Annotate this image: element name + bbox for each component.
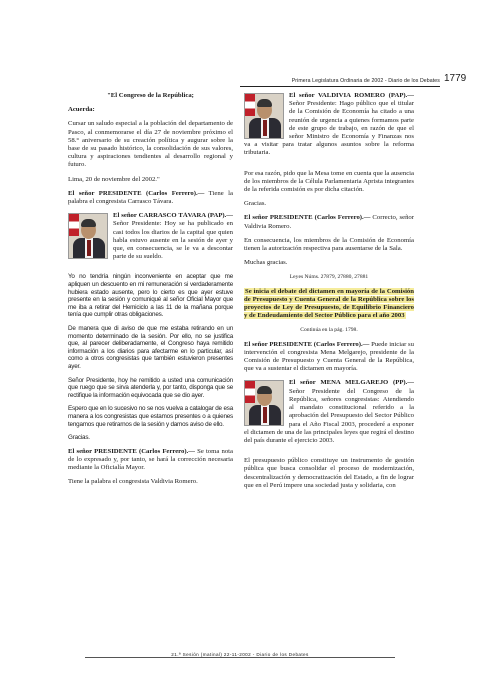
president-remark-6: El señor PRESIDENTE (Carlos Ferrero).— Puede iniciar su intervención el congresista Mena Melgarejo, presidente de la Comisión de Presupuesto y Cuenta General de la República, que va a sustentar el dictamen en mayoría. bbox=[244, 340, 415, 373]
running-header bbox=[240, 73, 440, 87]
header-text: Primera Legislatura Ordinaria de 2002 - Diario de los Debates bbox=[291, 78, 440, 84]
speaker-carrasco bbox=[68, 212, 233, 267]
typed-paragraph-1: Yo no tendría ningún inconveniente en aceptar que me apliquen un descuento en mi remuneración si verdaderamente hubiera estado ausente, pero lo cierto es que ayer estuve presente en la sesión y comuniqué al señor Oficial Mayor que me iba a retirar del Hemiciclo a las 11 de la mañana porque tenía que cumplir otras obligaciones. bbox=[68, 273, 233, 319]
resolution-body: Cursar un saludo especial a la población del departamento de Pasco, al conmemorarse el día 27 de noviembre próximo el 58.° aniversario de su creación política y augurar sobre la base de su pasado histórico, la consolidación de sus valores, cultura y aspiraciones tendientes al desarrollo regional y futuro. bbox=[68, 120, 233, 169]
typed-paragraph-4: Espero que en lo sucesivo no se nos vuelva a catalogar de esa manera a los congresistas que estamos presentes o a quienes tengamos que retirarnos de la sesión y damos aviso de ello. bbox=[68, 405, 233, 428]
president-remark-2: El señor PRESIDENTE (Carlos Ferrero).— Se toma nota de lo expresado y, por tanto, se hará la corrección necesaria mediante la Oficialía Mayor. bbox=[68, 447, 233, 472]
carrasco-intervention: El señor CARRASCO TÁVARA (PAP).— Señor Presidente: Hoy se ha publicado en casi todos los diarios de la capital que quien habla estuvo ausente en la sesión de ayer y que, en consecuencia, se le va a descontar parte de su sueldo. bbox=[113, 212, 233, 261]
right-column bbox=[244, 92, 414, 496]
speaker-mena bbox=[244, 379, 414, 451]
portrait-valdivia bbox=[244, 93, 284, 139]
speaker-valdivia bbox=[244, 92, 414, 164]
continuation-note: Continúa en la pág. 1798. bbox=[300, 327, 358, 334]
debate-heading: Se inicia el debate del dictamen en mayoría de la Comisión de Presupuesto y Cuenta General de la República sobre los proyectos de Ley de Presupuesto, de Equilibrio Financiero y de Endeudamiento del Sector Público para el año 2003 bbox=[244, 287, 414, 320]
valdivia-thanks: Gracias. bbox=[244, 200, 267, 208]
mena-intervention: El señor MENA MELGAREJO (PP).— Señor Presidente del Congreso de la República, señores congresistas: Atendiendo al mandato constitucional referido a la aprobación del Presupuesto del Sector Público para el Año Fiscal 2003, procederé a exponer el dictamen de una de las principales leyes que regirá el destino del país durante el ejercicio 2003. bbox=[244, 379, 414, 444]
typed-paragraph-2: De manera que di aviso de que me estaba retirando en un momento determinado de la sesión. Por ello, no se justifica que, al parecer deliberadamente, el Congreso haya remitido información a los diarios para afectarme en lo particular, así como a otros congresistas que también estuvieron presentes ayer. bbox=[68, 325, 233, 370]
footer-rule bbox=[85, 657, 395, 658]
portrait-carrasco bbox=[68, 213, 108, 259]
resolution-date: Lima, 20 de noviembre del 2002." bbox=[68, 175, 160, 183]
president-remark-4: El señor PRESIDENTE (Carlos Ferrero).— Correcto, señor Valdivia Romero. bbox=[244, 214, 414, 230]
law-numbers: Leyes Núms. 27879, 27880, 27881 bbox=[289, 274, 369, 281]
president-remark-5: En consecuencia, los miembros de la Comisión de Economía tienen la autorización respectiva para ausentarse de la Sala. bbox=[244, 236, 414, 253]
president-remark-1: El señor PRESIDENTE (Carlos Ferrero).— Tiene la palabra el congresista Carrasco Távara. bbox=[68, 189, 233, 206]
resolution-heading: Acuerda: bbox=[68, 106, 95, 114]
page-number: 1779 bbox=[444, 73, 467, 84]
valdivia-intervention: El señor VALDIVIA ROMERO (PAP).— Señor Presidente: Hago público que el titular de la Comisión de Economía ha citado a una reunión de urgencia a quienes formamos parte de este grupo de trabajo, en razón de que el señor Ministro de Economía y Finanzas nos va a visitar para tratar algunos asuntos sobre la reforma tributaria. bbox=[244, 92, 414, 157]
resolution-opening: "El Congreso de la República; bbox=[107, 92, 194, 99]
portrait-mena bbox=[244, 380, 284, 426]
mena-paragraph-2: El presupuesto público constituye un instrumento de gestión pública que busca consolidar el proceso de modernización, descentralización y democratización del Estado, a fin de lograr que en el Perú impere una sociedad justa y solidaria, con bbox=[244, 457, 414, 489]
typed-paragraph-3: Señor Presidente, hoy he remitido a usted una comunicación que ruego que se sirva atenderla y, por tanto, disponga que se rectifique la información equivocada que se dio ayer. bbox=[68, 376, 233, 399]
thanks-line: Muchas gracias. bbox=[244, 259, 288, 267]
running-footer: 21.ª Sesión (matinal) 22-11-2002 - Diario de los Debates bbox=[171, 652, 309, 657]
valdivia-paragraph-2: Por esa razón, pido que la Mesa tome en cuenta que la ausencia de los miembros de la Célula Parlamentaria Aprista integrantes de la referida comisión es por dicha citación. bbox=[244, 169, 414, 194]
president-remark-3: Tiene la palabra el congresista Valdivia Romero. bbox=[68, 478, 198, 486]
left-column bbox=[68, 92, 233, 493]
typed-paragraph-5: Gracias. bbox=[68, 434, 90, 442]
